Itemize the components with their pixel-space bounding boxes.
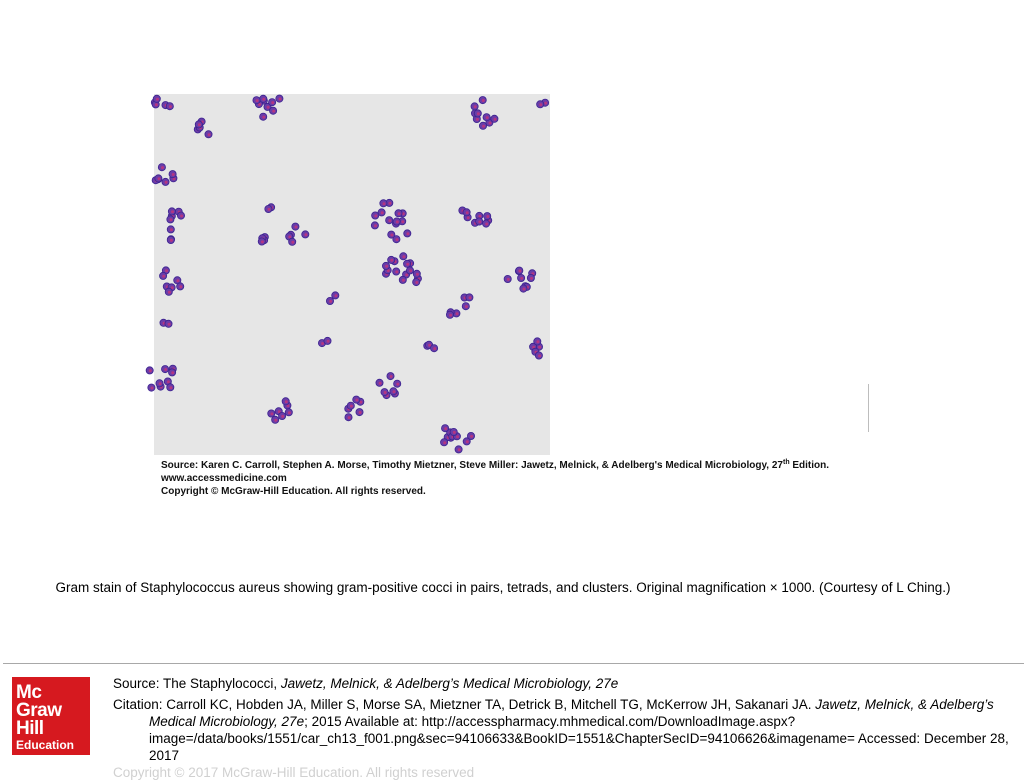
coccus-stain-highlight bbox=[256, 99, 259, 102]
coccus-stain-highlight bbox=[466, 211, 469, 214]
coccus-stain-highlight bbox=[268, 208, 271, 211]
coccus-stain-highlight bbox=[164, 368, 167, 371]
coccus-stain-highlight bbox=[384, 391, 387, 394]
coccus-stain-highlight bbox=[169, 386, 172, 389]
coccus-stain-highlight bbox=[518, 270, 521, 273]
coccus-stain-highlight bbox=[409, 269, 412, 272]
coccus-stain-highlight bbox=[155, 103, 158, 106]
coccus-stain-highlight bbox=[270, 412, 273, 415]
coccus-stain-highlight bbox=[402, 279, 405, 282]
coccus-stain-highlight bbox=[291, 241, 294, 244]
coccus-stain-highlight bbox=[477, 112, 480, 115]
coccus-stain-highlight bbox=[486, 215, 489, 218]
coccus-stain-highlight bbox=[304, 233, 307, 236]
coccus-stain-highlight bbox=[489, 122, 492, 125]
coccus-stain-highlight bbox=[494, 118, 497, 121]
coccus-stain-highlight bbox=[539, 103, 542, 106]
coccus-stain-highlight bbox=[348, 416, 351, 419]
coccus-stain-highlight bbox=[180, 215, 183, 218]
coccus-stain-highlight bbox=[406, 232, 409, 235]
coccus-stain-highlight bbox=[538, 354, 541, 357]
coccus-stain-highlight bbox=[176, 279, 179, 282]
coccus-stain-highlight bbox=[179, 285, 182, 288]
coccus-stain-highlight bbox=[156, 98, 159, 101]
coccus-stain-highlight bbox=[402, 255, 405, 258]
coccus-stain-highlight bbox=[327, 340, 330, 343]
coccus-stain-highlight bbox=[288, 235, 291, 238]
coccus-stain-highlight bbox=[167, 380, 170, 383]
coccus-stain-highlight bbox=[396, 238, 399, 241]
coccus-stain-highlight bbox=[162, 275, 165, 278]
coccus-stain-highlight bbox=[355, 399, 358, 402]
coccus-stain-highlight bbox=[443, 441, 446, 444]
coccus-stain-highlight bbox=[281, 415, 284, 418]
coccus-stain-highlight bbox=[279, 98, 282, 101]
coccus-stain-highlight bbox=[395, 270, 398, 273]
coccus-stain-highlight bbox=[458, 448, 461, 451]
coccus-stain-highlight bbox=[390, 259, 393, 262]
coccus-stain-highlight bbox=[449, 314, 452, 317]
coccus-stain-highlight bbox=[334, 294, 337, 297]
coccus-stain-highlight bbox=[359, 411, 362, 414]
mcgraw-hill-education-logo bbox=[12, 677, 90, 755]
coccus-stain-highlight bbox=[469, 296, 472, 299]
coccus-stain-highlight bbox=[267, 106, 270, 109]
coccus-stain-highlight bbox=[396, 383, 399, 386]
coccus-stain-highlight bbox=[388, 202, 391, 205]
footer-copyright: Copyright © 2017 McGraw-Hill Education. All rights reserved bbox=[113, 765, 475, 780]
coccus-stain-highlight bbox=[406, 263, 409, 266]
logo-text-hill: Hill bbox=[16, 718, 44, 739]
coccus-stain-highlight bbox=[321, 342, 324, 345]
coccus-stain-highlight bbox=[374, 224, 377, 227]
coccus-stain-highlight bbox=[288, 411, 291, 414]
coccus-stain-highlight bbox=[456, 312, 459, 315]
coccus-stain-highlight bbox=[530, 277, 533, 280]
coccus-stain-highlight bbox=[165, 181, 168, 184]
coccus-stain-highlight bbox=[474, 105, 477, 108]
coccus-stain-highlight bbox=[401, 220, 404, 223]
figure-caption: Gram stain of Staphylococcus aureus showing gram-positive cocci in pairs, tetrads, and clusters. Original magnification × 1000. (Courtesy of L Ching.) bbox=[55, 580, 951, 595]
coccus-stain-highlight bbox=[295, 226, 298, 229]
coccus-stain-highlight bbox=[172, 173, 175, 176]
coccus-stain-highlight bbox=[350, 405, 353, 408]
divider-line bbox=[868, 384, 869, 432]
coccus-stain-highlight bbox=[170, 228, 173, 231]
coccus-stain-highlight bbox=[466, 440, 469, 443]
coccus-stain-highlight bbox=[415, 281, 418, 284]
image-source-credit bbox=[161, 459, 881, 498]
coccus-stain-highlight bbox=[507, 278, 510, 281]
coccus-stain-highlight bbox=[385, 265, 388, 268]
coccus-stain-highlight bbox=[165, 269, 168, 272]
coccus-stain-highlight bbox=[285, 400, 288, 403]
coccus-stain-highlight bbox=[208, 133, 211, 136]
coccus-stain-highlight bbox=[171, 371, 174, 374]
coccus-stain-highlight bbox=[390, 375, 393, 378]
coccus-stain-highlight bbox=[198, 123, 201, 126]
coccus-stain-highlight bbox=[544, 102, 547, 105]
coccus-stain-highlight bbox=[170, 239, 173, 242]
citation-url[interactable]: ; 2015 Available at: http://accesspharmacy.mhmedical.com/DownloadImage.aspx?image=/data/books/1551/car_ch13_f001.png&sec=94106633&BookID=1551&ChapterSecID=94106626&imagename= Accessed: December 28, 2017 bbox=[149, 714, 1009, 763]
coccus-stain-highlight bbox=[482, 125, 485, 128]
coccus-stain-highlight bbox=[272, 110, 275, 113]
coccus-stain-highlight bbox=[388, 219, 391, 222]
coccus-stain-highlight bbox=[465, 305, 468, 308]
coccus-stain-highlight bbox=[262, 116, 265, 119]
coccus-stain-highlight bbox=[478, 215, 481, 218]
logo-text-graw: Graw bbox=[16, 700, 62, 721]
coccus-stain-highlight bbox=[374, 214, 377, 217]
coccus-stain-highlight bbox=[390, 234, 393, 237]
footer-divider bbox=[3, 663, 1024, 664]
coccus-stain-highlight bbox=[444, 427, 447, 430]
coccus-stain-highlight bbox=[170, 218, 173, 221]
image-source-line: Source: Karen C. Carroll, Stephen A. Morse, Timothy Mietzner, Steve Miller: Jawetz, Melnick, & Adelberg's Medical Microbiology, 27th Edition. bbox=[161, 459, 830, 471]
coccus-stain-highlight bbox=[396, 220, 399, 223]
coccus-stain-highlight bbox=[456, 435, 459, 438]
coccus-stain-highlight bbox=[536, 340, 539, 343]
coccus-stain-highlight bbox=[485, 223, 488, 226]
logo-text-mc: Mc bbox=[16, 682, 42, 703]
micrograph-svg bbox=[154, 94, 550, 455]
citation-footer bbox=[113, 675, 1018, 780]
coccus-stain-highlight bbox=[453, 431, 456, 434]
coccus-stain-highlight bbox=[393, 390, 396, 393]
coccus-stain-highlight bbox=[159, 382, 162, 385]
coccus-stain-highlight bbox=[478, 220, 481, 223]
coccus-stain-highlight bbox=[383, 202, 386, 205]
coccus-stain-highlight bbox=[416, 273, 419, 276]
coccus-stain-highlight bbox=[467, 216, 470, 219]
coccus-stain-highlight bbox=[476, 118, 479, 121]
coccus-stain-highlight bbox=[523, 288, 526, 291]
coccus-stain-highlight bbox=[398, 212, 401, 215]
coccus-stain-highlight bbox=[151, 387, 154, 390]
coccus-stain-highlight bbox=[329, 300, 332, 303]
logo-text-education: Education bbox=[16, 738, 75, 752]
coccus-stain-highlight bbox=[486, 116, 489, 119]
coccus-stain-highlight bbox=[168, 291, 171, 294]
coccus-stain-highlight bbox=[538, 346, 541, 349]
coccus-stain-highlight bbox=[271, 101, 274, 104]
coccus-stain-highlight bbox=[158, 177, 161, 180]
coccus-stain-highlight bbox=[149, 369, 152, 372]
image-source-copyright: Copyright © McGraw-Hill Education. All rights reserved. bbox=[161, 486, 426, 497]
gram-stain-micrograph bbox=[154, 94, 550, 455]
coccus-stain-highlight bbox=[261, 240, 264, 243]
footer-citation: Citation: Carroll KC, Hobden JA, Miller S, Morse SA, Mietzner TA, Detrick B, Mitchell TG, McKerrow JH, Sakanari JA. Jawetz, Melnick, & Adelberg’s Medical Microbiology, 27e; 2015 Available at: http://accesspharmacy.mhmedical.com/DownloadImage.aspx?image=/data/books/1551/car_ch13_f001.png&sec=94106633&BookID=1551&ChapterSecID=94106626&imagename= Accessed: December 28, 2017 bbox=[113, 697, 1009, 763]
coccus-stain-highlight bbox=[274, 419, 277, 422]
coccus-stain-highlight bbox=[379, 382, 382, 385]
image-source-website: www.accessmedicine.com bbox=[161, 473, 287, 484]
coccus-stain-highlight bbox=[433, 347, 436, 350]
coccus-stain-highlight bbox=[520, 277, 523, 280]
coccus-stain-highlight bbox=[405, 273, 408, 276]
coccus-stain-highlight bbox=[169, 105, 172, 108]
coccus-stain-highlight bbox=[470, 435, 473, 438]
coccus-stain-highlight bbox=[262, 98, 265, 101]
coccus-stain-highlight bbox=[482, 99, 485, 102]
coccus-stain-highlight bbox=[168, 323, 171, 326]
footer-source: Source: The Staphylococci, Jawetz, Melnick, & Adelberg’s Medical Microbiology, 27e bbox=[113, 676, 619, 691]
coccus-stain-highlight bbox=[381, 211, 384, 214]
coccus-stain-highlight bbox=[171, 210, 174, 213]
coccus-stain-highlight bbox=[161, 166, 164, 169]
